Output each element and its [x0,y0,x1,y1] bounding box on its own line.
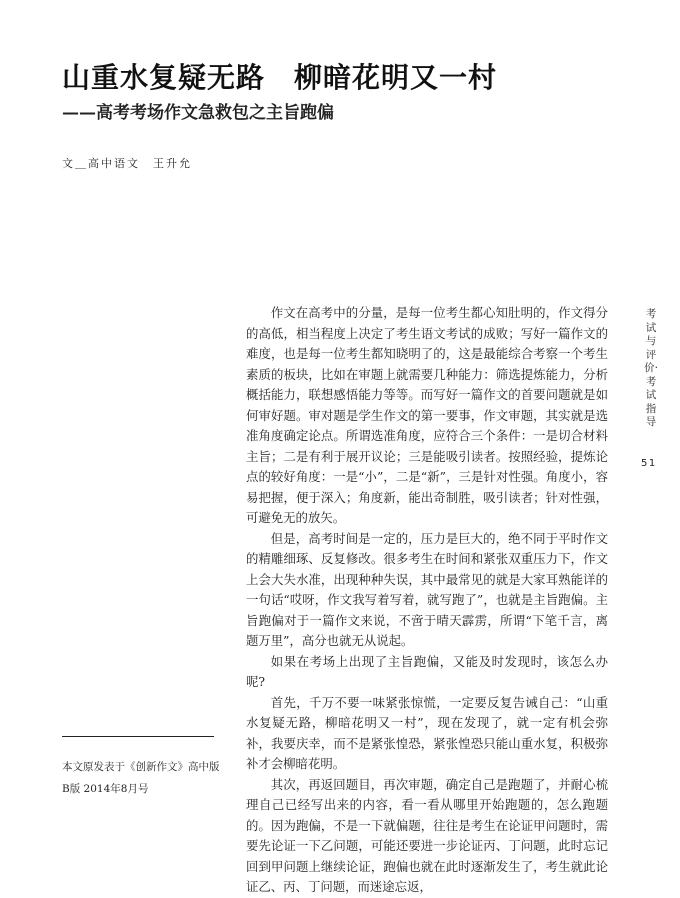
paragraph: 首先，千万不要一味紧张惊慌，一定要反复告诫自己：“山重水复疑无路，柳暗花明又一村”，现在发现了，就一定有机会弥补，我要庆幸，而不是紧张惶恐，紧张惶恐只能山重水复，积极弥补才会柳暗花明。 [246,694,608,771]
footnote-divider [62,736,214,737]
section-label: 考试与评价·考试指导 [644,308,658,428]
paragraph: 如果在考场上出现了主旨跑偏，又能及时发现时，该怎么办呢? [246,653,608,689]
article-body [246,303,608,898]
article-title: 山重水复疑无路 柳暗花明又一村 [62,61,498,94]
paragraph: 作文在高考中的分量，是每一位考生都心知肚明的，作文得分的高低，相当程度上决定了考生语文考试的成败；写好一篇作文的难度，也是每一位考生都知晓明了的，这是最能综合考察一个考生素质的板块，比如在审题上就需要几种能力：筛选提炼能力，分析概括能力，联想感悟能力等等。而写好一篇作文的首要问题就是如何审好题。审对题是学生作文的第一要事，作文审题，其实就是选准角度确定论点。所谓选准角度，应符合三个条件：一是切合材料主旨；二是有利于展开议论；三是能吸引读者。按照经验，提炼论点的较好角度：一是“小”，二是“新”，三是针对性强。角度小，容易把握，便于深入；角度新，能出奇制胜，吸引读者；针对性强，可避免无的放矢。 [246,305,608,525]
footnote: 本文原发表于《创新作文》高中版B版 2014年8月号 [62,761,220,795]
paragraph: 其次，再返回题目，再次审题，确定自己是跑题了，并耐心梳理自己已经写出来的内容，看一看从哪里开始跑题的，怎么跑题的。因为跑偏，不是一下就偏题，往往是考生在论证甲问题时，需要先论证一下乙问题，可能还要进一步论证丙、丁问题，此时忘记回到甲问题上继续论证，跑偏也就在此时逐渐发生了，考生就此论证乙、丙、丁问题，而迷途忘返， [246,776,608,894]
author-byline: 文＿高中语文 王升允 [62,157,192,170]
paragraph: 但是，高考时间是一定的，压力是巨大的，绝不同于平时作文的精雕细琢、反复修改。很多考生在时间和紧张双重压力下，作文上会大失水准，出现种种失误，其中最常见的就是大家耳熟能详的一句话“哎呀，作文我写着写着，就写跑了”，也就是主旨跑偏。主旨跑偏对于一篇作文来说，不啻于晴天霹雳，所谓“下笔千言，离题万里”，高分也就无从说起。 [246,530,608,648]
article-subtitle: ——高考考场作文急救包之主旨跑偏 [62,103,334,123]
page-number: 51 [641,458,657,469]
